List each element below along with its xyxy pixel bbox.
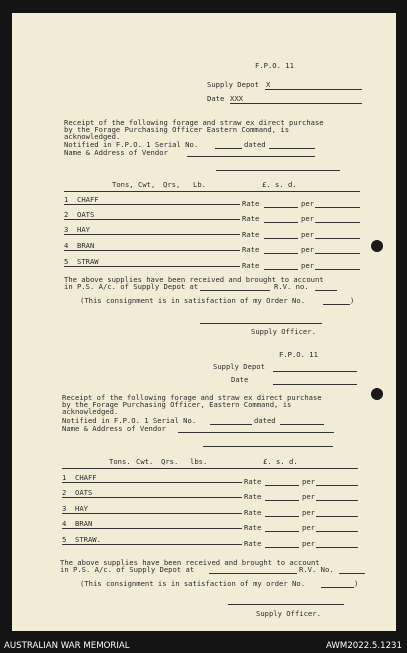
consignment-text: (This consignment is in satisfaction of my order No. — [80, 579, 306, 588]
rate-line — [265, 485, 299, 486]
rate-label: Rate — [244, 508, 262, 517]
rv-label: R.V. No. — [299, 565, 334, 574]
per-line — [316, 531, 358, 532]
vendor-label: Name & Address of Vendor — [64, 148, 168, 157]
signature-line — [200, 323, 322, 324]
rate-label: Rate — [244, 523, 262, 532]
rate-line — [264, 269, 298, 270]
item-name: CHAFF — [75, 473, 97, 482]
header-rule — [62, 468, 358, 469]
item-number: 1 — [62, 473, 67, 482]
per-line — [315, 222, 360, 223]
item-name: BRAN — [77, 241, 95, 250]
signature-label: Supply Officer. — [251, 327, 316, 336]
document-page — [12, 13, 396, 631]
col-qrs: Qrs, — [163, 180, 181, 189]
item-name: STRAW. — [75, 535, 101, 544]
item-number: 4 — [62, 519, 67, 528]
per-line — [316, 547, 358, 548]
col-tons: Tons, — [112, 180, 134, 189]
item-number: 5 — [64, 257, 69, 266]
rate-label: Rate — [244, 477, 262, 486]
vendor-line-1 — [178, 432, 334, 433]
date-value: XXX — [230, 94, 243, 103]
depot-at-line — [209, 573, 297, 574]
form-code: F.P.O. 11 — [279, 350, 318, 359]
notified-label: Notified in F.P.O. 1 Serial No. — [64, 140, 199, 149]
item-line — [64, 234, 240, 235]
per-line — [315, 207, 360, 208]
supplies-line-2: in P.S. A/c. of Supply Depot at — [60, 565, 195, 574]
consignment-close: ) — [354, 579, 359, 588]
rate-label: Rate — [242, 261, 260, 270]
per-line — [316, 485, 358, 486]
item-line — [64, 204, 240, 205]
rate-line — [264, 222, 298, 223]
rate-line — [265, 547, 299, 548]
date-label: Date — [207, 94, 225, 103]
col-tons: Tons. — [109, 457, 131, 466]
notified-label: Notified in F.P.O. 1 Serial No. — [62, 416, 197, 425]
item-name: OATS — [75, 488, 93, 497]
item-number: 3 — [64, 225, 69, 234]
supplies-line-1: The above supplies have been received and brought to account — [60, 558, 320, 567]
header-rule — [64, 191, 360, 192]
col-lb: Lb. — [193, 180, 206, 189]
per-line — [315, 253, 360, 254]
receipt-line-1: Receipt of the following forage and straw ex direct purchase — [64, 118, 324, 127]
rate-line — [265, 500, 299, 501]
supply-depot-value: X — [266, 80, 271, 89]
per-line — [315, 238, 360, 239]
footer-accession-number: AWM2022.5.1231 — [326, 641, 402, 651]
per-label: per — [302, 477, 315, 486]
item-line — [62, 497, 242, 498]
rate-line — [264, 207, 298, 208]
rate-label: Rate — [242, 199, 260, 208]
consignment-close: ) — [350, 296, 355, 305]
vendor-line-2 — [203, 446, 333, 447]
punch-hole-bottom — [371, 388, 383, 400]
per-label: per — [302, 539, 315, 548]
item-line — [62, 513, 242, 514]
item-number: 2 — [64, 210, 69, 219]
vendor-label: Name & Address of Vendor — [62, 424, 166, 433]
item-line — [62, 482, 242, 483]
date-label: Date — [231, 375, 249, 384]
rate-label: Rate — [244, 492, 262, 501]
rv-label: R.V. no. — [274, 282, 309, 291]
item-line — [64, 250, 240, 251]
item-line — [64, 266, 240, 267]
item-name: BRAN — [75, 519, 93, 528]
dated-label: dated — [244, 140, 266, 149]
receipt-line-3: acknowledged. — [62, 407, 119, 416]
dated-label: dated — [254, 416, 276, 425]
col-lbs: lbs. — [190, 457, 208, 466]
dated-line — [280, 424, 324, 425]
item-line — [62, 544, 242, 545]
money-header: £. s. d. — [263, 457, 298, 466]
item-number: 5 — [62, 535, 67, 544]
vendor-line-1 — [187, 156, 315, 157]
per-label: per — [301, 230, 314, 239]
col-qrs: Qrs. — [161, 457, 179, 466]
footer-credit: AUSTRALIAN WAR MEMORIAL — [4, 641, 130, 651]
supply-depot-label: Supply Depot — [207, 80, 259, 89]
col-cwt: Cwt. — [136, 457, 154, 466]
per-label: per — [301, 199, 314, 208]
rv-line — [315, 290, 337, 291]
serial-no-line — [210, 424, 252, 425]
rate-line — [264, 238, 298, 239]
item-number: 3 — [62, 504, 67, 513]
vendor-line-2 — [216, 170, 340, 171]
money-header: £. s. d. — [262, 180, 297, 189]
supply-depot-line — [265, 89, 362, 90]
item-line — [64, 219, 240, 220]
signature-line — [228, 604, 344, 605]
supplies-line-1: The above supplies have been received and brought to account — [64, 275, 324, 284]
per-line — [315, 269, 360, 270]
item-line — [62, 528, 242, 529]
item-name: STRAW — [77, 257, 99, 266]
per-label: per — [301, 261, 314, 270]
rate-label: Rate — [242, 214, 260, 223]
col-cwt: Cwt, — [138, 180, 156, 189]
order-no-line — [323, 304, 350, 305]
supply-depot-line — [273, 371, 357, 372]
dated-line — [269, 148, 315, 149]
per-label: per — [301, 214, 314, 223]
item-name: CHAFF — [77, 195, 99, 204]
receipt-line-3: acknowledged. — [64, 132, 121, 141]
per-label: per — [301, 245, 314, 254]
consignment-text: (This consignment is in satisfaction of my Order No. — [80, 296, 306, 305]
supplies-line-2: in P.S. A/c. of Supply Depot at — [64, 282, 199, 291]
footer-bar — [0, 638, 407, 653]
per-label: per — [302, 523, 315, 532]
rate-line — [265, 531, 299, 532]
order-no-line — [321, 587, 354, 588]
item-name: OATS — [77, 210, 95, 219]
item-number: 4 — [64, 241, 69, 250]
per-label: per — [302, 492, 315, 501]
receipt-line-1: Receipt of the following forage and straw ex direct purchase — [62, 393, 322, 402]
rate-label: Rate — [242, 245, 260, 254]
date-line — [230, 103, 362, 104]
per-label: per — [302, 508, 315, 517]
rate-label: Rate — [244, 539, 262, 548]
per-line — [316, 500, 358, 501]
depot-at-line — [200, 290, 270, 291]
rv-line — [339, 573, 365, 574]
form-code: F.P.O. 11 — [255, 61, 294, 70]
serial-no-line — [215, 148, 242, 149]
receipt-line-2: by the Forage Purchasing Officer, Eastern Command, is — [62, 400, 292, 409]
item-name: HAY — [77, 225, 90, 234]
date-line — [273, 384, 357, 385]
signature-label: Supply Officer. — [256, 609, 321, 618]
receipt-line-2: by the Forage Purchasing Officer Eastern Command, is — [64, 125, 290, 134]
supply-depot-label: Supply Depot — [213, 362, 265, 371]
per-line — [316, 516, 358, 517]
item-name: HAY — [75, 504, 88, 513]
item-number: 1 — [64, 195, 69, 204]
rate-label: Rate — [242, 230, 260, 239]
rate-line — [264, 253, 298, 254]
rate-line — [265, 516, 299, 517]
punch-hole-top — [371, 240, 383, 252]
item-number: 2 — [62, 488, 67, 497]
